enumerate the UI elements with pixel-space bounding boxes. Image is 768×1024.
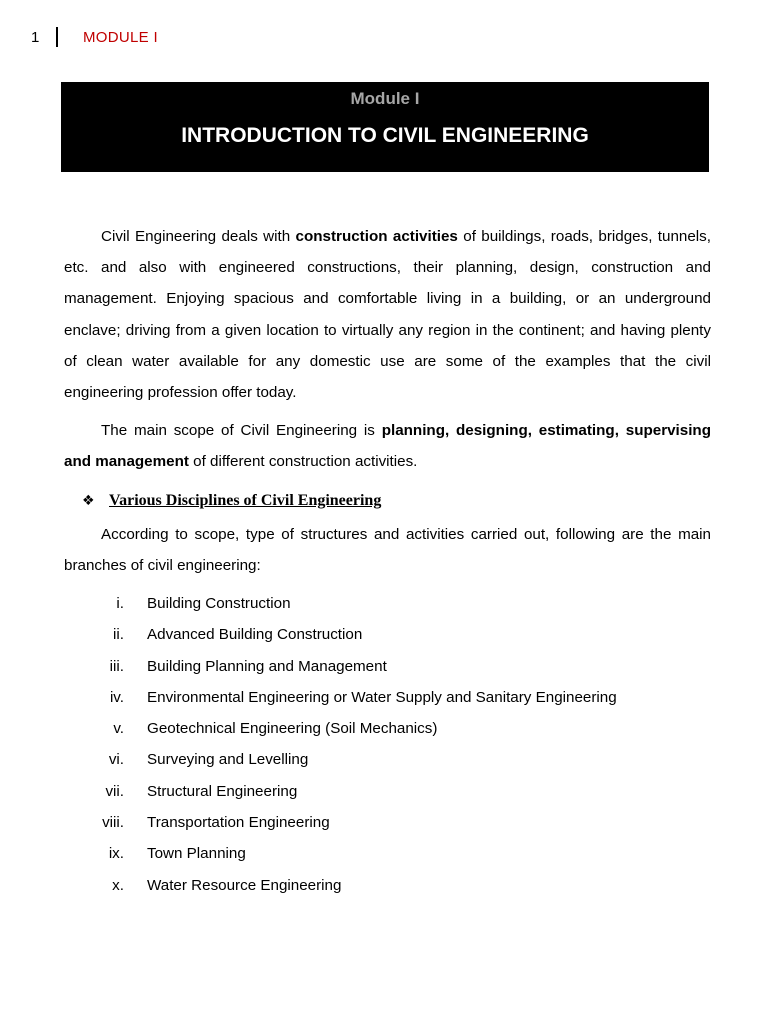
list-item-number: i.	[116, 595, 124, 612]
intro-paragraph	[64, 221, 711, 408]
list-item	[64, 713, 704, 744]
list-item-text: Building Planning and Management	[147, 657, 387, 675]
list-item	[64, 682, 704, 713]
intro-text-start: Civil Engineering deals with	[101, 228, 296, 245]
intro-text-end: of buildings, roads, bridges, tunnels, etc. and also with engineered constructions, their planning, design, construction and management. Enjoying spacious and comfortable living in a building, or an underground enclave; driving from a given location to virtually any region in the continent; and having plenty of clean water available for any domestic use are some of the examples that the civil engineering profession offer today.	[64, 228, 711, 402]
module-subtitle: Module I	[350, 89, 420, 108]
section-heading	[82, 492, 381, 510]
list-item-number: x.	[112, 876, 124, 894]
branches-intro-paragraph: According to scope, type of structures and activities carried out, following are the main branches of civil engineering:	[64, 526, 711, 575]
scope-text-end: of different construction activities.	[188, 453, 418, 471]
list-item-text: Surveying and Levelling	[147, 751, 309, 769]
list-item-text: Town Planning	[147, 845, 246, 863]
branches-list	[64, 588, 704, 901]
list-item	[64, 807, 704, 838]
list-item-number: viii.	[102, 814, 124, 832]
list-item-text: Advanced Building Construction	[147, 626, 363, 644]
scope-text-start: The main scope of Civil Engineering is	[101, 422, 382, 439]
list-item	[64, 870, 704, 901]
list-item	[64, 744, 704, 775]
list-item-text: Structural Engineering	[147, 782, 298, 800]
list-item-text: Geotechnical Engineering (Soil Mechanics)	[147, 720, 438, 738]
list-item-text: Water Resource Engineering	[147, 876, 342, 894]
list-item	[64, 776, 704, 807]
intro-bold-term: construction activities	[295, 228, 458, 245]
list-item-text: Environmental Engineering or Water Supply and Sanitary Engineering	[147, 688, 617, 706]
scope-paragraph-container	[64, 415, 711, 477]
list-item	[64, 588, 704, 619]
section-heading-text: Various Disciplines of Civil Engineering	[109, 492, 382, 509]
list-item-number: vi.	[108, 751, 124, 769]
intro-paragraph-container	[64, 221, 711, 408]
branches-intro-container	[64, 519, 711, 581]
list-item-number: vii.	[105, 782, 124, 800]
list-item-number: ix.	[108, 845, 124, 863]
running-header-module: MODULE I	[83, 29, 158, 46]
list-item-number: iv.	[109, 688, 124, 706]
diamond-bullet-icon: ❖	[82, 493, 95, 509]
page-number: 1	[31, 29, 40, 46]
list-item	[64, 838, 704, 869]
list-item-number: ii.	[113, 626, 124, 644]
list-item	[64, 651, 704, 682]
page-title: INTRODUCTION TO CIVIL ENGINEERING	[181, 124, 589, 147]
list-item	[64, 619, 704, 650]
list-item-number: v.	[113, 720, 124, 738]
scope-paragraph	[64, 415, 711, 477]
title-banner	[61, 82, 709, 172]
list-item-text: Transportation Engineering	[147, 814, 330, 832]
header-divider	[56, 27, 58, 47]
scope-bold-term: planning, designing, estimating, supervising and management	[64, 422, 711, 471]
list-item-number: iii.	[109, 657, 124, 675]
list-item-text: Building Construction	[147, 595, 291, 612]
